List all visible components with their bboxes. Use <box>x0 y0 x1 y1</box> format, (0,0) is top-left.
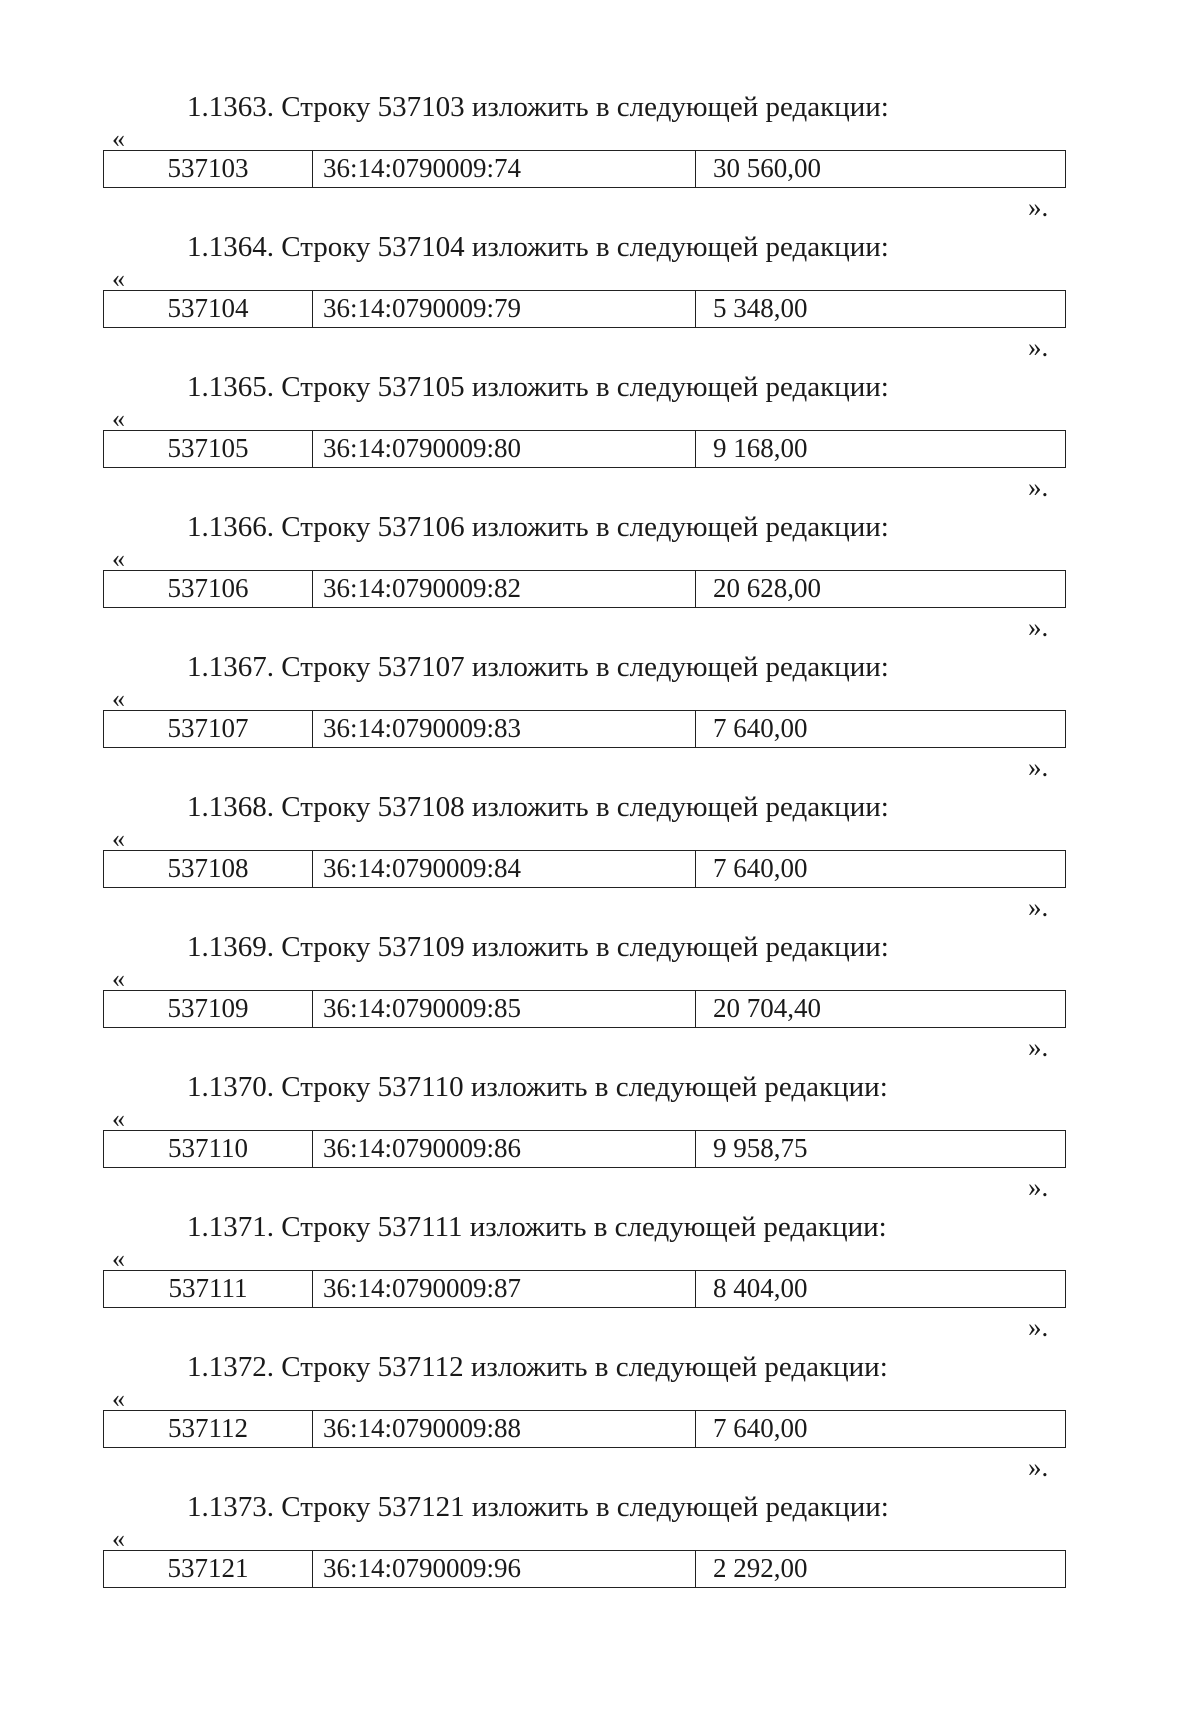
close-quote: ». <box>1028 192 1049 222</box>
amount-cell: 20 628,00 <box>713 573 821 603</box>
amount-cell: 7 640,00 <box>713 713 808 743</box>
amendment-block <box>0 650 1200 790</box>
amendment-block <box>0 370 1200 510</box>
row-code-cell: 537108 <box>104 851 313 887</box>
cadastral-number-cell: 36:14:0790009:79 <box>313 291 696 327</box>
cadastral-number-cell: 36:14:0790009:82 <box>313 571 696 607</box>
close-quote: ». <box>1028 1452 1049 1482</box>
amendment-heading: 1.1364. Строку 537104 изложить в следующей редакции: <box>187 231 889 263</box>
open-quote: « <box>112 684 125 713</box>
amendment-block <box>0 790 1200 930</box>
table-row <box>103 990 1066 1028</box>
table-row <box>103 1410 1066 1448</box>
table-row <box>103 1130 1066 1168</box>
open-quote: « <box>112 544 125 573</box>
cadastral-number-cell: 36:14:0790009:96 <box>313 1551 696 1587</box>
amendment-block <box>0 90 1200 230</box>
amount-cell: 2 292,00 <box>713 1553 808 1583</box>
cadastral-number-cell: 36:14:0790009:74 <box>313 151 696 187</box>
row-code-cell: 537109 <box>104 991 313 1027</box>
amount-cell: 5 348,00 <box>713 293 808 323</box>
open-quote: « <box>112 124 125 153</box>
open-quote: « <box>112 1524 125 1553</box>
table-row <box>103 1550 1066 1588</box>
amendment-heading: 1.1370. Строку 537110 изложить в следующей редакции: <box>187 1071 888 1103</box>
amendment-heading: 1.1363. Строку 537103 изложить в следующей редакции: <box>187 91 889 123</box>
amendment-block <box>0 510 1200 650</box>
close-quote: ». <box>1028 472 1049 502</box>
open-quote: « <box>112 1244 125 1273</box>
amount-cell: 9 958,75 <box>713 1133 808 1163</box>
table-row <box>103 570 1066 608</box>
amendment-heading: 1.1365. Строку 537105 изложить в следующей редакции: <box>187 371 889 403</box>
close-quote: ». <box>1028 1032 1049 1062</box>
amount-cell: 20 704,40 <box>713 993 821 1023</box>
cadastral-number-cell: 36:14:0790009:84 <box>313 851 696 887</box>
row-code-cell: 537111 <box>104 1271 313 1307</box>
amendment-heading: 1.1366. Строку 537106 изложить в следующей редакции: <box>187 511 889 543</box>
close-quote: ». <box>1028 892 1049 922</box>
row-code-cell: 537110 <box>104 1131 313 1167</box>
amendment-block <box>0 1350 1200 1490</box>
row-code-cell: 537103 <box>104 151 313 187</box>
amendment-heading: 1.1368. Строку 537108 изложить в следующей редакции: <box>187 791 889 823</box>
cadastral-number-cell: 36:14:0790009:85 <box>313 991 696 1027</box>
amount-cell: 9 168,00 <box>713 433 808 463</box>
cadastral-number-cell: 36:14:0790009:87 <box>313 1271 696 1307</box>
amendment-heading: 1.1373. Строку 537121 изложить в следующей редакции: <box>187 1491 889 1523</box>
row-code-cell: 537106 <box>104 571 313 607</box>
amendment-block <box>0 1070 1200 1210</box>
open-quote: « <box>112 1104 125 1133</box>
row-code-cell: 537107 <box>104 711 313 747</box>
table-row <box>103 430 1066 468</box>
amendment-block <box>0 1210 1200 1350</box>
close-quote: ». <box>1028 752 1049 782</box>
open-quote: « <box>112 404 125 433</box>
table-row <box>103 150 1066 188</box>
amendment-block <box>0 930 1200 1070</box>
table-row <box>103 1270 1066 1308</box>
open-quote: « <box>112 1384 125 1413</box>
cadastral-number-cell: 36:14:0790009:88 <box>313 1411 696 1447</box>
table-row <box>103 710 1066 748</box>
amount-cell: 7 640,00 <box>713 853 808 883</box>
row-code-cell: 537104 <box>104 291 313 327</box>
close-quote: ». <box>1028 1172 1049 1202</box>
amendment-heading: 1.1367. Строку 537107 изложить в следующей редакции: <box>187 651 889 683</box>
amount-cell: 7 640,00 <box>713 1413 808 1443</box>
amendment-heading: 1.1369. Строку 537109 изложить в следующей редакции: <box>187 931 889 963</box>
cadastral-number-cell: 36:14:0790009:86 <box>313 1131 696 1167</box>
open-quote: « <box>112 824 125 853</box>
cadastral-number-cell: 36:14:0790009:80 <box>313 431 696 467</box>
row-code-cell: 537121 <box>104 1551 313 1587</box>
row-code-cell: 537112 <box>104 1411 313 1447</box>
close-quote: ». <box>1028 612 1049 642</box>
close-quote: ». <box>1028 332 1049 362</box>
amendment-block <box>0 1490 1200 1630</box>
cadastral-number-cell: 36:14:0790009:83 <box>313 711 696 747</box>
amendment-heading: 1.1371. Строку 537111 изложить в следующей редакции: <box>187 1211 887 1243</box>
open-quote: « <box>112 964 125 993</box>
row-code-cell: 537105 <box>104 431 313 467</box>
open-quote: « <box>112 264 125 293</box>
amount-cell: 8 404,00 <box>713 1273 808 1303</box>
amendment-heading: 1.1372. Строку 537112 изложить в следующей редакции: <box>187 1351 888 1383</box>
table-row <box>103 290 1066 328</box>
table-row <box>103 850 1066 888</box>
amount-cell: 30 560,00 <box>713 153 821 183</box>
close-quote: ». <box>1028 1312 1049 1342</box>
amendment-block <box>0 230 1200 370</box>
